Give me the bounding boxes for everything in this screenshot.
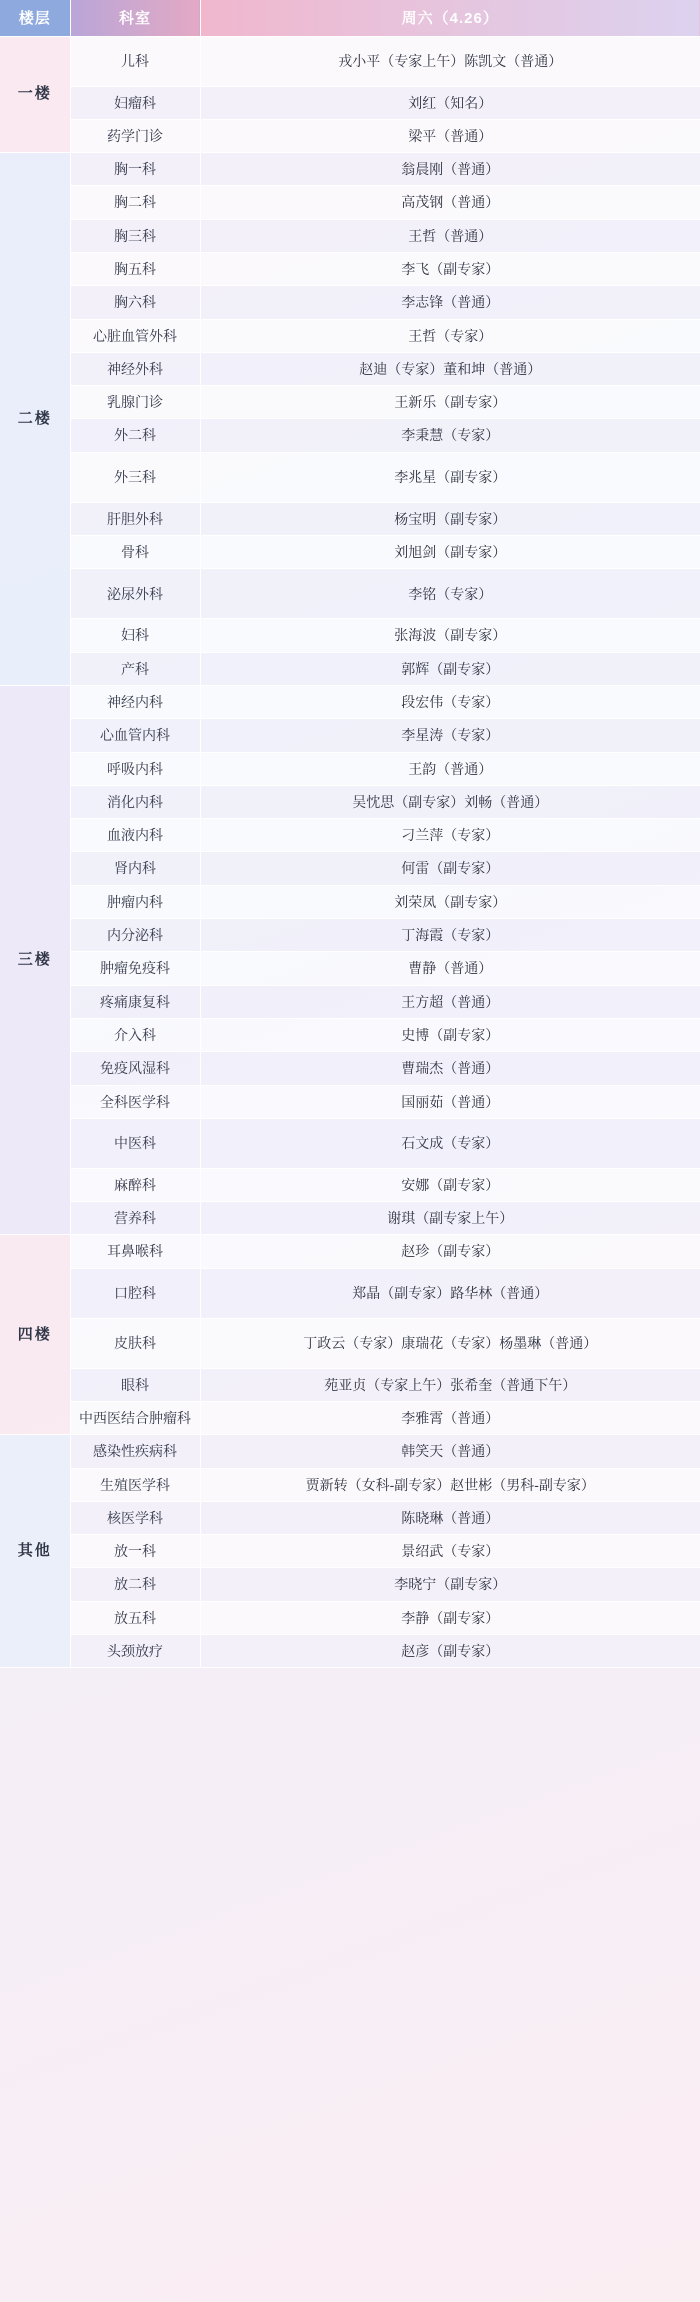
table-row <box>0 619 700 652</box>
doctors-cell: 王韵（普通） <box>200 752 700 785</box>
floor-cell: 二楼 <box>0 153 70 686</box>
department-cell: 头颈放疗 <box>70 1635 200 1668</box>
table-row <box>0 153 700 186</box>
department-cell: 胸六科 <box>70 286 200 319</box>
doctors-cell: 戎小平（专家上午）陈凯文（普通） <box>200 36 700 86</box>
table-body <box>0 36 700 1668</box>
department-cell: 乳腺门诊 <box>70 386 200 419</box>
doctors-cell: 曹静（普通） <box>200 952 700 985</box>
department-cell: 胸二科 <box>70 186 200 219</box>
table-row <box>0 1568 700 1601</box>
doctors-cell: 王哲（专家） <box>200 319 700 352</box>
doctors-cell: 韩笑天（普通） <box>200 1435 700 1468</box>
department-cell: 肿瘤免疫科 <box>70 952 200 985</box>
doctors-cell: 李静（副专家） <box>200 1601 700 1634</box>
table-row <box>0 319 700 352</box>
doctors-cell: 刁兰萍（专家） <box>200 819 700 852</box>
table-row <box>0 1052 700 1085</box>
table-row <box>0 1501 700 1534</box>
doctors-cell: 王哲（普通） <box>200 219 700 252</box>
doctors-cell: 王方超（普通） <box>200 985 700 1018</box>
doctors-cell: 刘荣凤（副专家） <box>200 885 700 918</box>
table-row <box>0 652 700 685</box>
table-row <box>0 419 700 452</box>
doctors-cell: 吴忱思（副专家）刘畅（普通） <box>200 785 700 818</box>
table-header <box>0 0 700 36</box>
department-cell: 神经内科 <box>70 685 200 718</box>
table-row <box>0 1468 700 1501</box>
doctors-cell: 丁海霞（专家） <box>200 919 700 952</box>
department-cell: 胸三科 <box>70 219 200 252</box>
department-cell: 眼科 <box>70 1368 200 1401</box>
department-cell: 介入科 <box>70 1018 200 1051</box>
header-row <box>0 0 700 36</box>
department-cell: 儿科 <box>70 36 200 86</box>
table-row <box>0 1318 700 1368</box>
table-row <box>0 252 700 285</box>
department-cell: 耳鼻喉科 <box>70 1235 200 1268</box>
table-row <box>0 1435 700 1468</box>
department-cell: 肝胆外科 <box>70 502 200 535</box>
doctors-cell: 张海波（副专家） <box>200 619 700 652</box>
doctors-cell: 史博（副专家） <box>200 1018 700 1051</box>
table-row <box>0 1601 700 1634</box>
table-row <box>0 1635 700 1668</box>
table-row <box>0 985 700 1018</box>
department-cell: 血液内科 <box>70 819 200 852</box>
doctors-cell: 郭辉（副专家） <box>200 652 700 685</box>
table-row <box>0 1235 700 1268</box>
department-cell: 感染性疾病科 <box>70 1435 200 1468</box>
department-cell: 外三科 <box>70 452 200 502</box>
department-cell: 产科 <box>70 652 200 685</box>
table-row <box>0 286 700 319</box>
doctors-cell: 李秉慧（专家） <box>200 419 700 452</box>
table-row <box>0 569 700 619</box>
doctors-cell: 陈晓琳（普通） <box>200 1501 700 1534</box>
department-cell: 消化内科 <box>70 785 200 818</box>
department-cell: 肾内科 <box>70 852 200 885</box>
department-cell: 核医学科 <box>70 1501 200 1534</box>
department-cell: 神经外科 <box>70 352 200 385</box>
column-header-department: 科室 <box>70 0 200 36</box>
column-header-floor: 楼层 <box>0 0 70 36</box>
doctors-cell: 李铭（专家） <box>200 569 700 619</box>
doctors-cell: 贾新转（女科-副专家）赵世彬（男科-副专家） <box>200 1468 700 1501</box>
department-cell: 外二科 <box>70 419 200 452</box>
department-cell: 疼痛康复科 <box>70 985 200 1018</box>
department-cell: 药学门诊 <box>70 119 200 152</box>
doctors-cell: 何雷（副专家） <box>200 852 700 885</box>
doctors-cell: 翁晨刚（普通） <box>200 153 700 186</box>
doctors-cell: 景绍武（专家） <box>200 1535 700 1568</box>
department-cell: 内分泌科 <box>70 919 200 952</box>
doctors-cell: 李晓宁（副专家） <box>200 1568 700 1601</box>
table-row <box>0 119 700 152</box>
doctors-cell: 赵迪（专家）董和坤（普通） <box>200 352 700 385</box>
doctors-cell: 李星涛（专家） <box>200 719 700 752</box>
department-cell: 生殖医学科 <box>70 1468 200 1501</box>
doctors-cell: 李飞（副专家） <box>200 252 700 285</box>
table-row <box>0 1018 700 1051</box>
table-row <box>0 1168 700 1201</box>
doctors-cell: 郑晶（副专家）路华林（普通） <box>200 1268 700 1318</box>
department-cell: 胸一科 <box>70 153 200 186</box>
table-row <box>0 1402 700 1435</box>
department-cell: 妇瘤科 <box>70 86 200 119</box>
table-row <box>0 502 700 535</box>
table-row <box>0 1368 700 1401</box>
table-row <box>0 1118 700 1168</box>
table-row <box>0 36 700 86</box>
doctors-cell: 石文成（专家） <box>200 1118 700 1168</box>
department-cell: 放二科 <box>70 1568 200 1601</box>
department-cell: 骨科 <box>70 536 200 569</box>
department-cell: 中西医结合肿瘤科 <box>70 1402 200 1435</box>
table-row <box>0 752 700 785</box>
table-row <box>0 685 700 718</box>
table-row <box>0 952 700 985</box>
doctors-cell: 赵彦（副专家） <box>200 1635 700 1668</box>
department-cell: 放五科 <box>70 1601 200 1634</box>
department-cell: 呼吸内科 <box>70 752 200 785</box>
department-cell: 营养科 <box>70 1202 200 1235</box>
department-cell: 胸五科 <box>70 252 200 285</box>
table-row <box>0 919 700 952</box>
doctors-cell: 段宏伟（专家） <box>200 685 700 718</box>
doctors-cell: 李兆星（副专家） <box>200 452 700 502</box>
floor-cell: 三楼 <box>0 685 70 1234</box>
table-row <box>0 536 700 569</box>
department-cell: 麻醉科 <box>70 1168 200 1201</box>
department-cell: 心血管内科 <box>70 719 200 752</box>
table-row <box>0 386 700 419</box>
column-header-date: 周六（4.26） <box>200 0 700 36</box>
table-row <box>0 885 700 918</box>
department-cell: 皮肤科 <box>70 1318 200 1368</box>
department-cell: 免疫风湿科 <box>70 1052 200 1085</box>
doctors-cell: 曹瑞杰（普通） <box>200 1052 700 1085</box>
floor-cell: 四楼 <box>0 1235 70 1435</box>
doctors-cell: 杨宝明（副专家） <box>200 502 700 535</box>
doctors-cell: 安娜（副专家） <box>200 1168 700 1201</box>
table-row <box>0 186 700 219</box>
doctors-cell: 谢琪（副专家上午） <box>200 1202 700 1235</box>
department-cell: 口腔科 <box>70 1268 200 1318</box>
table-row <box>0 1085 700 1118</box>
doctors-cell: 李雅霄（普通） <box>200 1402 700 1435</box>
doctors-cell: 国丽茹（普通） <box>200 1085 700 1118</box>
table-row <box>0 1268 700 1318</box>
doctors-cell: 赵珍（副专家） <box>200 1235 700 1268</box>
table-row <box>0 219 700 252</box>
department-cell: 全科医学科 <box>70 1085 200 1118</box>
department-cell: 妇科 <box>70 619 200 652</box>
department-cell: 放一科 <box>70 1535 200 1568</box>
table-row <box>0 352 700 385</box>
table-row <box>0 719 700 752</box>
doctors-cell: 李志锋（普通） <box>200 286 700 319</box>
floor-cell: 其他 <box>0 1435 70 1668</box>
table-row <box>0 1202 700 1235</box>
department-cell: 肿瘤内科 <box>70 885 200 918</box>
doctors-cell: 苑亚贞（专家上午）张希奎（普通下午） <box>200 1368 700 1401</box>
doctors-cell: 丁政云（专家）康瑞花（专家）杨墨琳（普通） <box>200 1318 700 1368</box>
table-row <box>0 819 700 852</box>
table-row <box>0 785 700 818</box>
department-cell: 心脏血管外科 <box>70 319 200 352</box>
doctors-cell: 刘红（知名） <box>200 86 700 119</box>
department-cell: 中医科 <box>70 1118 200 1168</box>
doctors-cell: 王新乐（副专家） <box>200 386 700 419</box>
doctors-cell: 刘旭剑（副专家） <box>200 536 700 569</box>
doctors-cell: 梁平（普通） <box>200 119 700 152</box>
floor-cell: 一楼 <box>0 36 70 153</box>
table-row <box>0 86 700 119</box>
table-row <box>0 852 700 885</box>
table-row <box>0 1535 700 1568</box>
doctors-cell: 高茂钢（普通） <box>200 186 700 219</box>
department-cell: 泌尿外科 <box>70 569 200 619</box>
table-row <box>0 452 700 502</box>
